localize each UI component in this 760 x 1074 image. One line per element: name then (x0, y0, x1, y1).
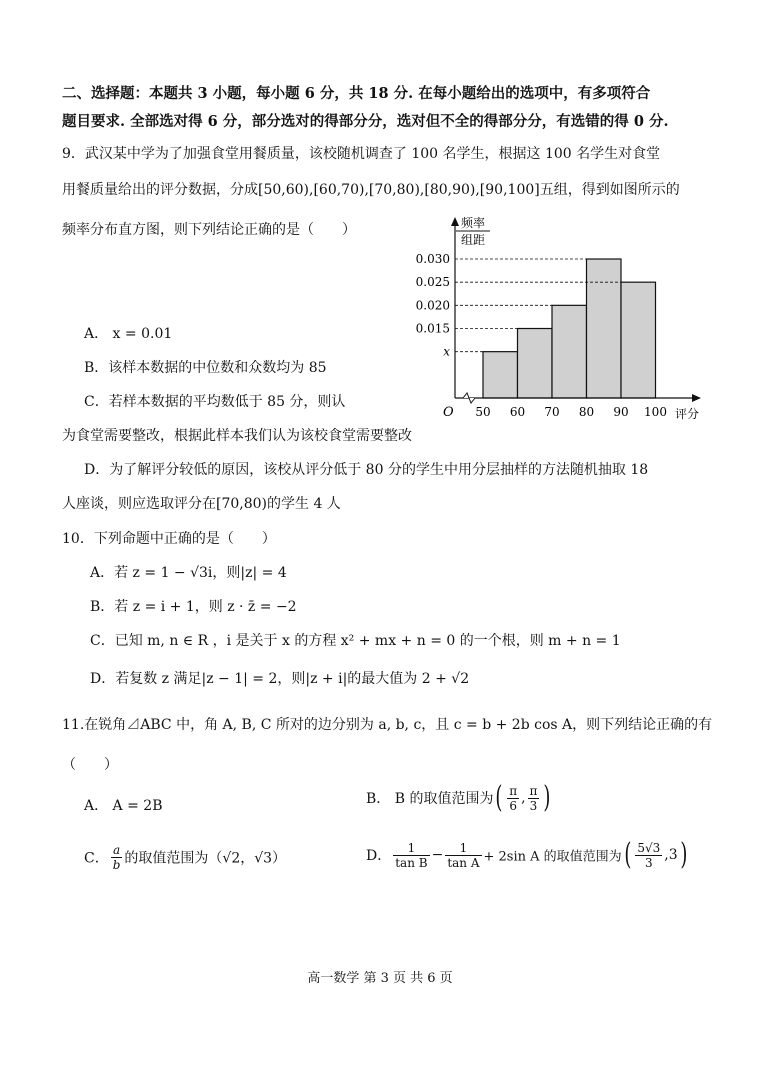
histogram-bar (552, 305, 587, 398)
origin-label: O (443, 405, 454, 420)
page-footer: 高一数学 第 3 页 共 6 页 (307, 971, 453, 986)
q9-option-b: B．该样本数据的中位数和众数均为 85 (84, 360, 327, 376)
histogram-bar (483, 352, 518, 398)
x-tick-label: 50 (475, 405, 491, 419)
q9-stem-line2: 用餐质量给出的评分数据，分成[50,60),[60,70),[70,80),[80,90),[90,100]五组，得到如图所示的 (62, 182, 680, 198)
histogram-bar (518, 329, 553, 399)
q9-option-d-line1: D．为了解评分较低的原因，该校从评分低于 80 分的学生中用分层抽样的方法随机抽取 18 (84, 462, 649, 478)
x-tick-label: 80 (578, 405, 595, 419)
y-axis-label-denominator: 组距 (460, 233, 486, 247)
q10-option-d: D．若复数 z 满足|z − 1| = 2，则|z + i|的最大值为 2 + √2 (90, 671, 470, 687)
y-axis-arrow (451, 217, 459, 226)
q11-stem: 11.在锐角⊿ABC 中，角 A, B, C 所对的边分别为 a, b, c，且 c = b + 2b cos A，则下列结论正确的有 (62, 717, 713, 733)
histogram-bar (587, 259, 622, 398)
q10-option-c: C．已知 m, n ∈ R ，i 是关于 x 的方程 x² + mx + n = 0 的一个根，则 m + n = 1 (90, 633, 621, 649)
q9-stem-line1: 9．武汉某中学为了加强食堂用餐质量，该校随机调查了 100 名学生，根据这 100 名学生对食堂 (62, 146, 661, 162)
q9-option-a: A． x = 0.01 (84, 326, 173, 342)
y-tick-label: 0.020 (415, 298, 450, 313)
y-axis-label-numerator: 频率 (460, 216, 486, 230)
section-heading-line2: 题目要求. 全部选对得 6 分，部分选对的得部分分，选对但不全的得部分分，有选错的得 0 分. (62, 113, 669, 130)
x-tick-label: 100 (644, 405, 667, 419)
q9-option-c-line1: C．若样本数据的平均数低于 85 分，则认 (84, 394, 346, 410)
q11-option-d: D． $\frac{1}{\text{tan B}}$ − $\frac{1}{\text{tan A}}$ + 2sin A 的取值范围为( $\frac{5√3}{3}$ ,3) (366, 837, 688, 872)
q9-stem-line3: 频率分布直方图，则下列结论正确的是（ ） (62, 222, 356, 238)
y-tick-label: 0.025 (415, 275, 450, 290)
axis-break (463, 393, 475, 403)
x-tick-label: 70 (544, 405, 560, 419)
q10-stem: 10．下列命题中正确的是（ ） (62, 531, 276, 547)
x-axis-label: 评分 (675, 407, 700, 421)
y-tick-label: 0.015 (415, 321, 450, 336)
x-tick-label: 60 (509, 405, 526, 419)
q9-option-d-line2: 人座谈，则应选取评分在[70,80)的学生 4 人 (62, 496, 341, 512)
q11-option-c: C． $\frac{a}{b}$ 的取值范围为（√2，√3） (84, 843, 287, 872)
q9-option-c-line2: 为食堂需要整改，根据此样本我们认为该校食堂需要整改 (62, 428, 412, 444)
q11-option-b: B． B 的取值范围为( $\frac{\pi}{6}$ , $\frac{\pi}{3}$ ) (366, 780, 551, 815)
q10-option-b: B．若 z = i + 1，则 z · z̄ = −2 (90, 599, 297, 615)
y-tick-label: 0.030 (415, 252, 450, 266)
section-heading-line1: 二、选择题：本题共 3 小题，每小题 6 分，共 18 分. 在每小题给出的选项中，有多项符合 (62, 85, 651, 102)
q10-option-a: A．若 z = 1 − √3i，则|z| = 4 (90, 565, 287, 581)
x-axis-arrow (692, 394, 701, 402)
histogram-bar (621, 282, 656, 398)
q11-option-a: A． A = 2B (84, 798, 163, 814)
y-tick-label: x (443, 344, 450, 359)
x-tick-label: 90 (613, 405, 629, 419)
frequency-histogram (400, 212, 710, 424)
q11-paren: （ ） (62, 757, 118, 773)
